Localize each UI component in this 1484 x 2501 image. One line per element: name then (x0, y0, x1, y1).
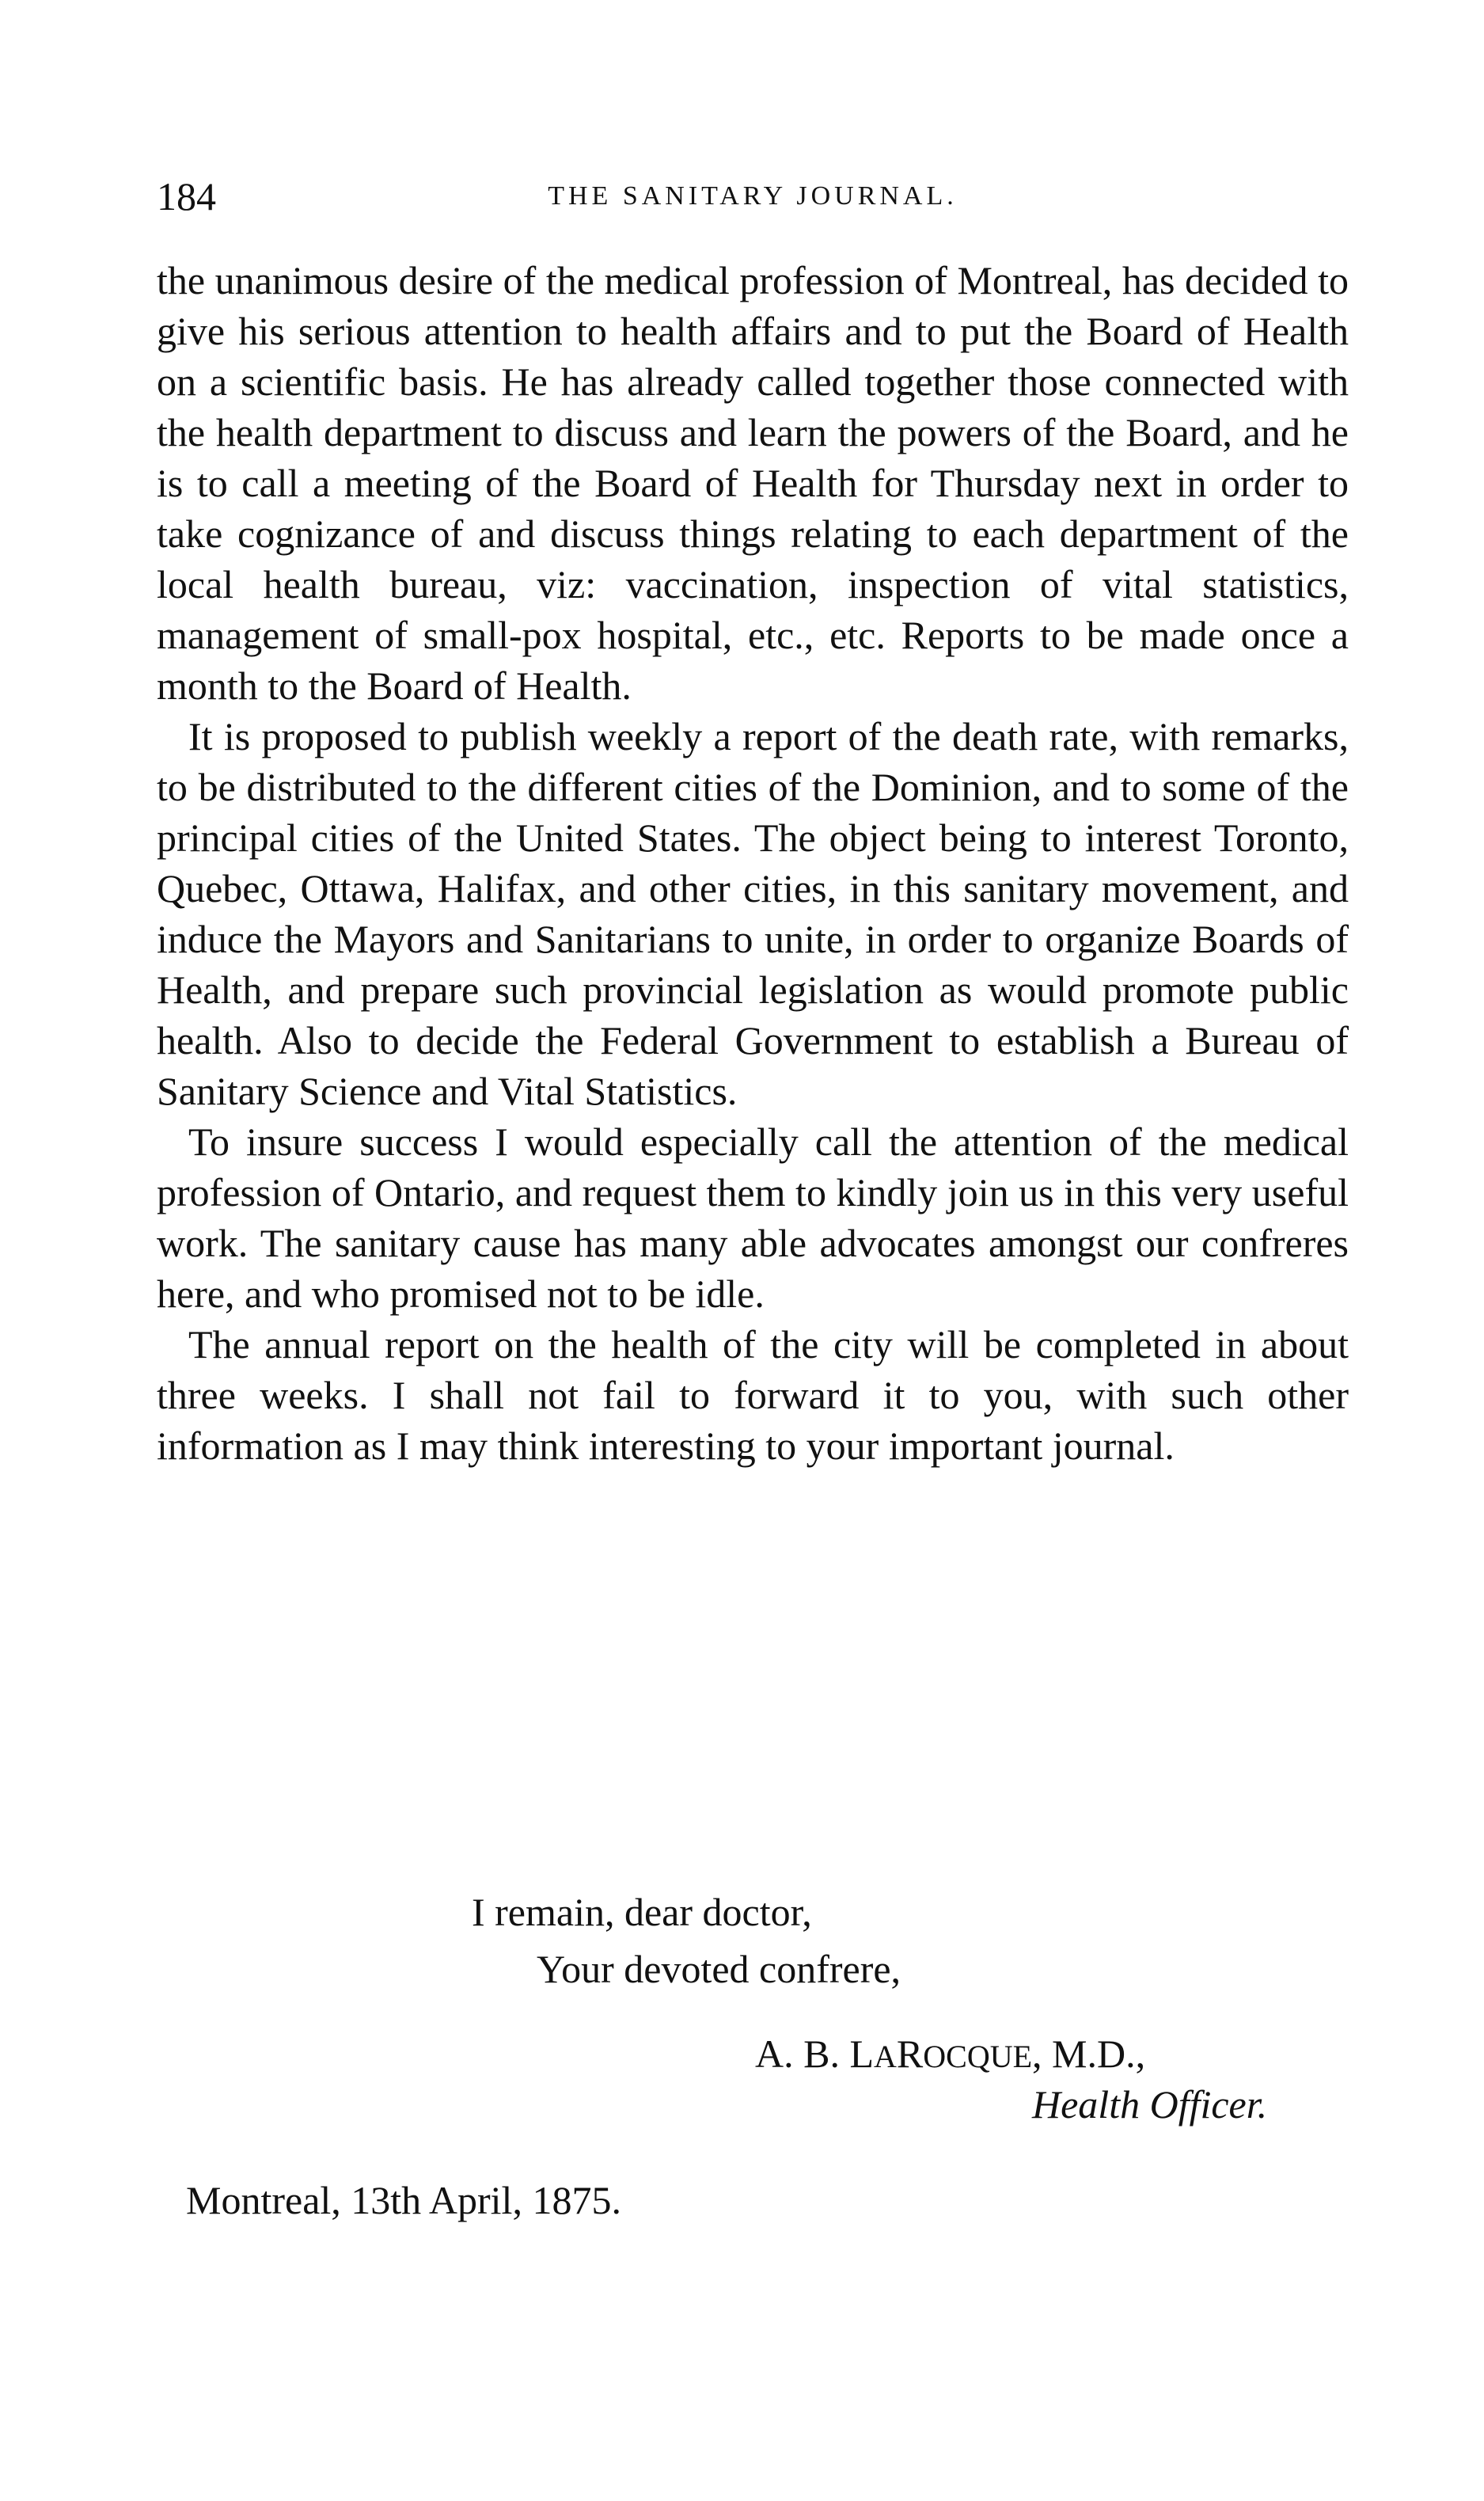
signature (755, 2028, 1145, 2082)
paragraph-4: The annual report on the health of the city will be completed in about three weeks. I shall not fail to forward it to you, with such other information as I may think interesting to your important journal. (157, 1322, 1349, 1468)
paragraph-2: It is proposed to publish weekly a report of the death rate, with remarks, to be distributed to the different cities of the Dominion, and to some of the principal cities of the United States. The object being to interest Toronto, Quebec, Ottawa, Halifax, and other cities, in this sanitary movement, and induce the Mayors and Sanitarians to unite, in order to organize Boards of Health, and prepare such provincial legislation as would promote public health. Also to decide the Federal Government to establish a Bureau of Sanitary Science and Vital Statistics. (157, 714, 1349, 1113)
paragraph-3: To insure success I would especially call the attention of the medical profession of Ontario, and request them to kindly join us in this very useful work. The sanitary cause has many able advocates amongst our confreres here, and who promised not to be idle. (157, 1119, 1349, 1316)
signatory-title: Health Officer. (1032, 2082, 1268, 2127)
signature-prefix: A. B. L (755, 2032, 874, 2076)
page-header (157, 173, 1349, 220)
signature-small-caps-2: OCQUE (923, 2039, 1033, 2074)
signature-suffix: , M.D., (1032, 2032, 1146, 2076)
closing-complimentary: Your devoted confrere, (537, 1947, 901, 1991)
article-body (157, 255, 1349, 1471)
signature-mid: R (896, 2032, 924, 2076)
page-number: 184 (157, 174, 216, 219)
running-title: THE SANITARY JOURNAL. (548, 181, 958, 211)
signature-small-caps-1: A (874, 2039, 897, 2074)
closing-salutation: I remain, dear doctor, (472, 1890, 812, 1934)
paragraph-1: the unanimous desire of the medical profession of Montreal, has decided to give his serious attention to health affairs and to put the Board of Health on a scientific basis. He has already called together those connected with the health department to discuss and learn the powers of the Board, and he is to call a meeting of the Board of Health for Thursday next in order to take cognizance of and discuss things relating to each department of the local health bureau, viz: vaccination, inspection of vital statistics, management of small-pox hospital, etc., etc. Reports to be made once a month to the Board of Health. (157, 258, 1349, 708)
dateline: Montreal, 13th April, 1875. (186, 2178, 621, 2222)
